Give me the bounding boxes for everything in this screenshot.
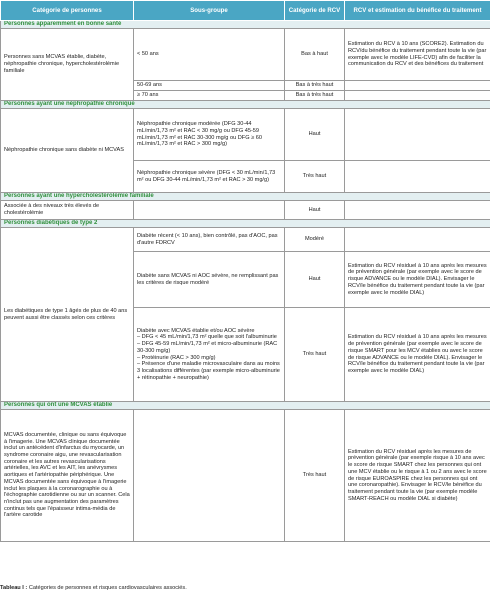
header-categorie: Catégorie de personnes: [1, 1, 134, 21]
table-caption: [0, 585, 187, 591]
subgroup-cell: Diabète sans MCVAS ni AOC sévère, ne remplissant pas les critères de risque modéré: [134, 252, 285, 308]
section-title: Personnes ayant une néphropathie chronique: [1, 101, 490, 109]
table-row: [1, 109, 490, 161]
risk-cell: Très haut: [285, 308, 345, 402]
risk-cell: Haut: [285, 201, 345, 220]
category-cell: Personnes sans MCVAS établie, diabète, néphropathie chronique, hypercholestérolémie familiale: [1, 29, 134, 101]
risk-cell: Bas à très haut: [285, 91, 345, 101]
subgroup-cell: 50-69 ans: [134, 81, 285, 91]
table-row: [1, 201, 490, 220]
subgroup-cell: Néphropathie chronique modérée (DFG 30-44 mL/min/1,73 m² et RAC < 30 mg/g ou DFG 45-59 mL/min/1,73 m² et RAC 30-300 mg/g ou DFG ≥ 60 mL/min/1,73 m² et RAC > 300 mg/g): [134, 109, 285, 161]
caption-text: Catégories de personnes et risques cardiovasculaires associés.: [28, 585, 187, 591]
category-cell: Les diabétiques de type 1 âgés de plus de 40 ans peuvent aussi être classés selon ces critères: [1, 228, 134, 402]
list-item: – Présence d'une maladie microvasculaire dans au moins 3 localisations différentes (par exemple micro-albuminurie + rétinopathie + neuropathie): [137, 361, 280, 381]
list-item: – DFG 45-59 mL/min/1,73 m² et micro-albuminurie (RAC 30-300 mg/g): [137, 341, 278, 354]
category-cell: Néphropathie chronique sans diabète ni MCVAS: [1, 109, 134, 193]
subgroup-cell: [134, 410, 285, 542]
estimation-cell: [345, 228, 490, 252]
section-title: Personnes ayant une hypercholestérolémie familiale: [1, 193, 490, 201]
estimation-cell: Estimation du RCV à 10 ans (SCORE2). Estimation du RCV/du bénéfice du traitement pendant toute la vie (par exemple avec le modèle LIFE-CVD) afin de faciliter la communication du RCV et des bénéfices du traitement: [345, 29, 490, 81]
category-cell: MCVAS documentée, clinique ou sans équivoque à l'imagerie. Une MCVAS clinique documentée inclut un antécédent d'infarctus du myocarde, un syndrome coronaire aigu, une revascularisation coronaire et les autres revascularisations artérielles, les AVC et les AIT, les anévrysmes aortiques et l'artériopathie périphérique. Une MCVAS documentée sans équivoque à l'imagerie inclut les plaques à la coronarographie ou à l'échographie carotidienne ou sur un scanner. Cela n'inclut pas une augmentation des paramètres continus tels que l'épaisseur intima-média de l'artère carotide: [1, 410, 134, 542]
subgroup-cell: < 50 ans: [134, 29, 285, 81]
risk-cell: Bas à haut: [285, 29, 345, 81]
list-item: – DFG < 45 mL/min/1,73 m² quelle que soit l'albuminurie: [137, 334, 277, 341]
table-row: [1, 29, 490, 81]
risk-cell: Très haut: [285, 410, 345, 542]
subgroup-cell: [134, 308, 285, 402]
estimation-cell: [345, 81, 490, 91]
subgroup-cell: Diabète récent (< 10 ans), bien contrôlé, pas d'AOC, pas d'autre FDRCV: [134, 228, 285, 252]
subgroup-cell: [134, 201, 285, 220]
risk-cell: Très haut: [285, 161, 345, 193]
list-item: – Protéinurie (RAC > 300 mg/g): [137, 354, 216, 361]
risk-cell: Bas à très haut: [285, 81, 345, 91]
header-estimation: RCV et estimation du bénéfice du traitement: [345, 1, 490, 21]
category-cell: Associée à des niveaux très élevés de cholestérolémie: [1, 201, 134, 220]
estimation-cell: [345, 91, 490, 101]
estimation-cell: [345, 109, 490, 161]
caption-label: Tableau I :: [0, 585, 28, 591]
header-sous-groupe: Sous-groupe: [134, 1, 285, 21]
estimation-cell: [345, 161, 490, 193]
section-title: Personnes qui ont une MCVAS établie: [1, 402, 490, 410]
estimation-cell: Estimation du RCV résiduel à 10 ans après les mesures de prévention générale (par exemple avec le score de risque ADVANCE ou le modèle DIAL). Envisager le RCV/le bénéfice du traitement pendant toute la vie (par exemple avec le modèle DIAL): [345, 252, 490, 308]
criteria-list: [137, 334, 281, 381]
estimation-cell: Estimation du RCV résiduel après les mesures de prévention générale (par exemple risque à 10 ans avec le score de risque SMART chez les personnes qui ont une MCV établie ou le risque à 1 ou 2 ans avec le score de risque EUROASPIRE chez les personnes qui ont une coronaropathie). Envisager le RCV/le bénéfice du traitement pendant toute la vie (par exemple modèle SMART-REACH ou modèle DIAL si diabète): [345, 410, 490, 542]
table-header-row: [1, 1, 490, 21]
estimation-cell: Estimation du RCV résiduel à 10 ans après les mesures de prévention générale (par exemple avec le score de risque SMART pour les MCV établies ou avec le score de risque ADVANCE ou le modèle DIAL). Envisager le RCV/le bénéfice du traitement pendant toute la vie (par exemple avec le modèle DIAL): [345, 308, 490, 402]
header-categorie-rcv: Catégorie de RCV: [285, 1, 345, 21]
table-row: [1, 410, 490, 542]
estimation-cell: [345, 201, 490, 220]
risk-cell: Modéré: [285, 228, 345, 252]
subgroup-cell: ≥ 70 ans: [134, 91, 285, 101]
section-title: Personnes apparemment en bonne santé: [1, 21, 490, 29]
section-title: Personnes diabétiques de type 2: [1, 220, 490, 228]
table-row: [1, 228, 490, 252]
subgroup-cell: Néphropathie chronique sévère (DFG < 30 mL/min/1,73 m² ou DFG 30-44 mL/min/1,73 m² et RAC > 30 mg/g): [134, 161, 285, 193]
subgroup-lead: Diabète avec MCVAS établie et/ou AOC sévère: [137, 327, 255, 334]
risk-cell: Haut: [285, 109, 345, 161]
risk-cell: Haut: [285, 252, 345, 308]
